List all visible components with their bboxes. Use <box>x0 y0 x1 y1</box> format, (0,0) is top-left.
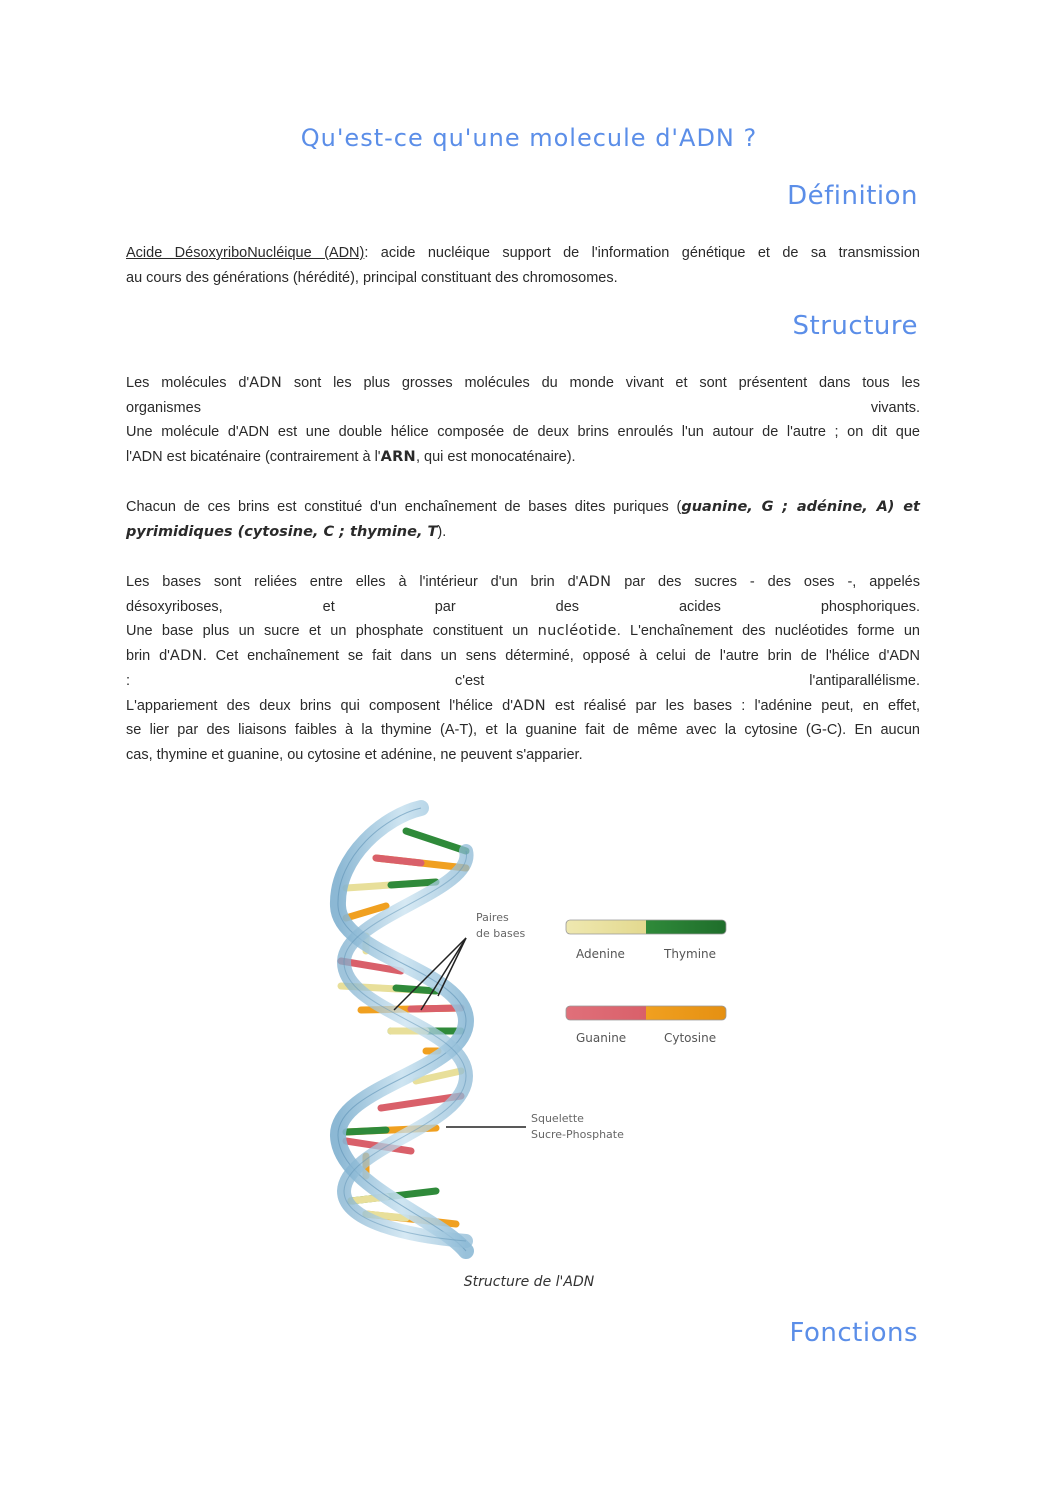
legend-guanine: Guanine <box>576 1031 627 1045</box>
legend-thymine: Thymine <box>664 947 717 961</box>
heading-structure: Structure <box>792 311 918 341</box>
label-base-pairs-2: de bases <box>476 927 526 940</box>
legend-gc <box>566 1006 726 1045</box>
page-title: Qu'est-ce qu'une molecule d'ADN ? <box>300 124 758 152</box>
structure-paragraph-2: Chacun de ces brins est constitué d'un enchaînement de bases dites puriques (guanine, G ; adénine, A) et pyrimidiques (cytosine, C ; thymine, T). <box>126 499 920 540</box>
definition-paragraph: Acide DésoxyriboNucléique (ADN): acide nucléique support de l'information génétique et de sa transmission au cours des générations (hérédité), principal constituant des chromosomes. <box>126 245 920 286</box>
label-base-pairs-1: Paires <box>476 911 509 924</box>
legend-at <box>566 920 726 961</box>
definition-term: Acide DésoxyriboNucléique (ADN) <box>126 245 365 261</box>
label-backbone-2: Sucre-Phosphate <box>531 1128 624 1141</box>
legend-adenine: Adenine <box>576 947 625 961</box>
heading-definition: Définition <box>787 181 918 211</box>
legend-cytosine: Cytosine <box>664 1031 717 1045</box>
label-backbone-1: Squelette <box>531 1112 584 1125</box>
dna-structure-figure <box>326 796 746 1266</box>
structure-paragraph-1: Les molécules d'ADN sont les plus grosses molécules du monde vivant et sont présentent dans tous les organismes vivants. Une molécule d'ADN est une double hélice composée de deux brins enroulés l'un autour de l'autre ; on dit que l'ADN est bicaténaire (contrairement à l'ARN, qui est monocaténaire). <box>126 375 920 466</box>
figure-caption: Structure de l'ADN <box>463 1274 595 1290</box>
heading-fonctions: Fonctions <box>789 1318 918 1348</box>
structure-paragraph-3: Les bases sont reliées entre elles à l'intérieur d'un brin d'ADN par des sucres - des oses -, appelés désoxyriboses, et par des acides phosphoriques. Une base plus un sucre et un phosphate constituent un nucléotide. L'enchaînement des nucléotides forme un brin d'ADN. Cet enchaînement se fait dans un sens déterminé, opposé à celui de l'autre brin de l'hélice d'ADN : c'est l'antiparallélisme. L'appariement des deux brins qui composent l'hélice d'ADN est réalisé par les bases : l'adénine peut, en effet, se lier par des liaisons faibles à la thymine (A-T), et la guanine fait de même avec la cytosine (G-C). En aucun cas, thymine et guanine, ou cytosine et adénine, ne peuvent s'apparier. <box>126 574 920 763</box>
